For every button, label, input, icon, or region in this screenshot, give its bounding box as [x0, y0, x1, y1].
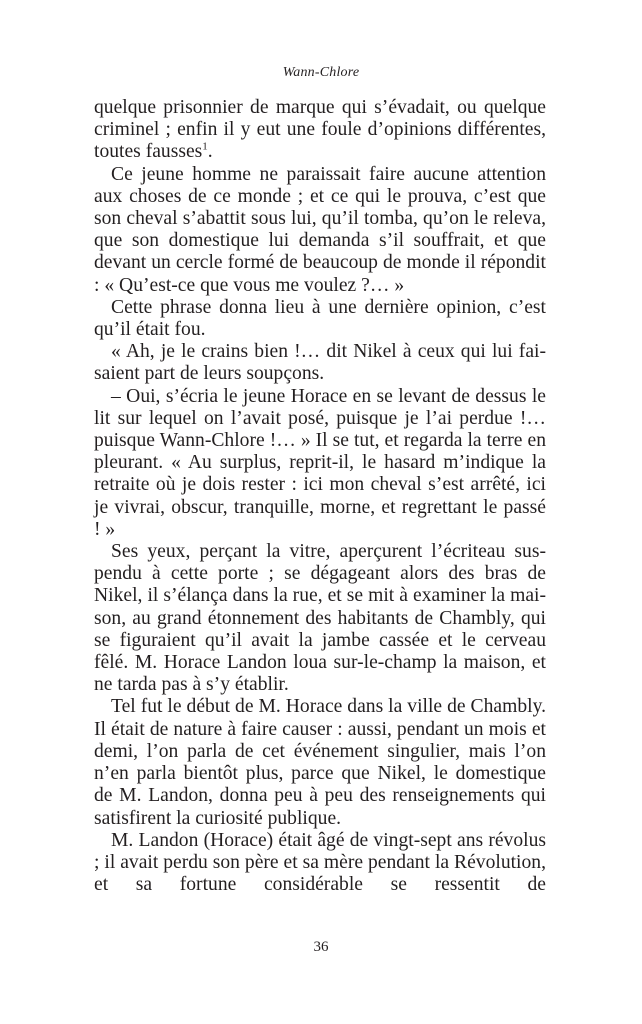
- paragraph: Ce jeune homme ne paraissait faire aucune attention aux choses de ce monde ; et ce qui le prouva, c’est que son cheval s’abattit sous lui, qu’il tomba, qu’on le releva, que son domestique lui demanda s’il souffrait, et que devant un cercle formé de beaucoup de monde il répondit : « Qu’est-ce que vous me voulez ?… »: [94, 163, 546, 296]
- paragraph-tail: .: [207, 141, 213, 163]
- paragraph: – Oui, s’écria le jeune Horace en se levant de dessus le lit sur lequel on l’avait posé, puisque je l’ai perdue !… puisque Wann-Chlore !… » Il se tut, et regarda la terre en pleurant. « Au surplus, reprit-il, le hasard m’indique la retraite où je dois rester : ici mon cheval s’est arrêté, ici je vivrai, obscur, tranquille, morne, et regrettant le passé ! »: [94, 385, 546, 540]
- page-number: 36: [313, 939, 329, 955]
- running-header: Wann-Chlore: [282, 65, 360, 80]
- paragraph-text: quelque prisonnier de marque qui s’évadait, ou quelque criminel ; enfin il y eut une foule d’opinions différentes, toutes fausses: [94, 97, 546, 163]
- paragraph: « Ah, je le crains bien !… dit Nikel à ceux qui lui faisaient part de leurs soupçons.: [94, 341, 546, 385]
- body-text: [94, 97, 546, 896]
- paragraph-continuation: [94, 97, 546, 164]
- paragraph: Cette phrase donna lieu à une dernière opinion, c’est qu’il était fou.: [94, 296, 546, 341]
- paragraph: Tel fut le début de M. Horace dans la ville de Chambly. Il était de nature à faire causer : aussi, pendant un mois et demi, l’on parla de cet événement singulier, mais l’on n’en parla bientôt plus, parce que Nikel, le domestique de M. Landon, donna peu à peu des renseignements qui satisfirent la curiosité publique.: [94, 696, 546, 829]
- footnote-reference[interactable]: 1: [202, 140, 208, 153]
- paragraph: Ses yeux, perçant la vitre, aperçurent l’écriteau suspendu à cette porte ; se dégageant alors des bras de Nikel, il s’élança dans la rue, et se mit à examiner la maison, au grand étonnement des habitants de Chambly, qui se figuraient qu’il avait la jambe cassée et le cerveau fêlé. M. Horace Landon loua sur-le-champ la maison, et ne tarda pas à s’y établir.: [94, 541, 546, 696]
- paragraph: M. Landon (Horace) était âgé de vingt-sept ans révolus ; il avait perdu son père et sa mère pendant la Révolution, et sa fortune considérable se ressentit de: [94, 829, 546, 896]
